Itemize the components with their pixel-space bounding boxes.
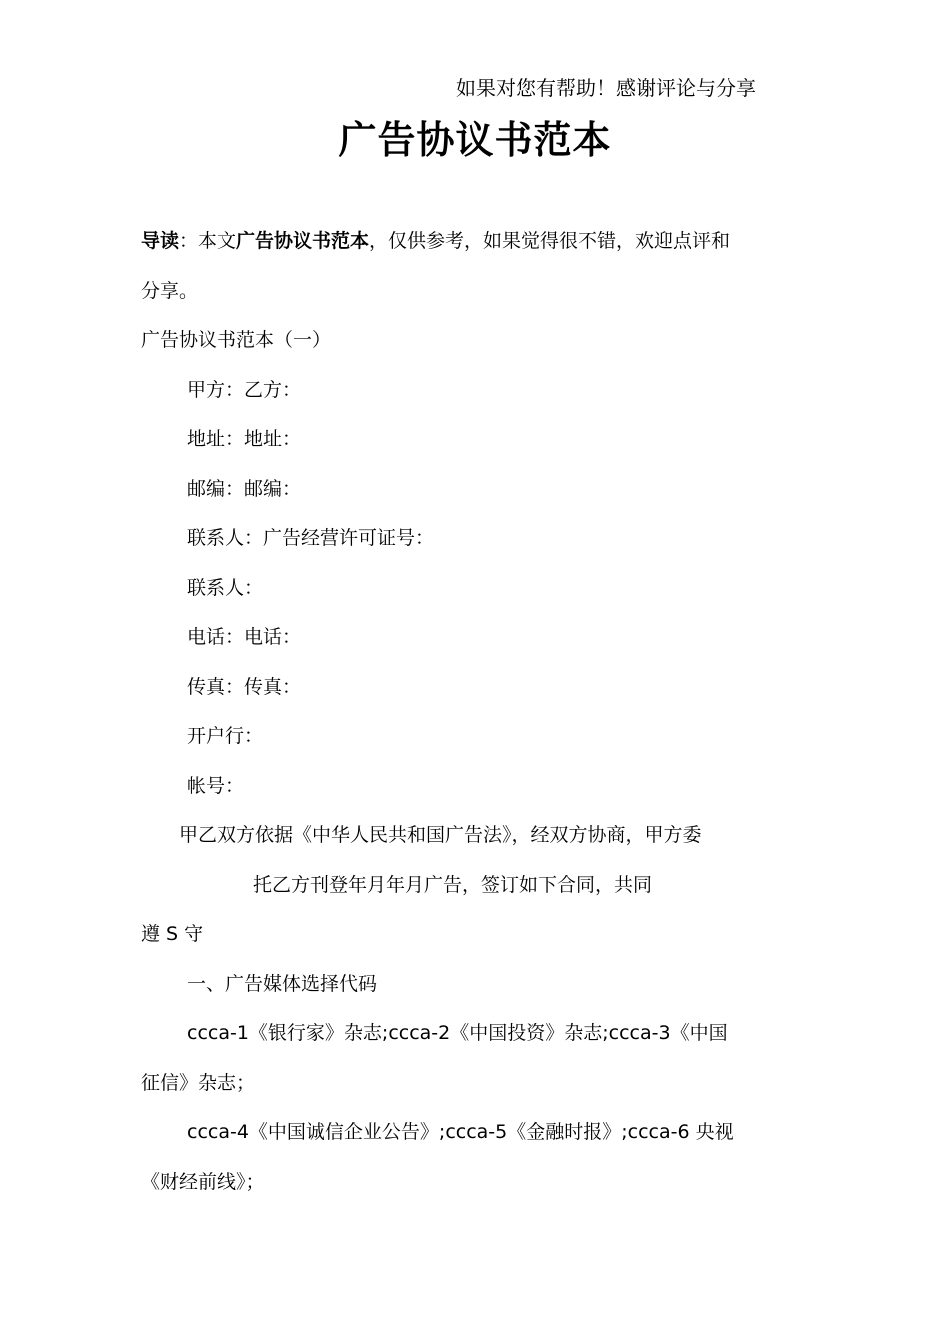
clause-paragraph-2-line-1: ccca-4《中国诚信企业公告》;ccca-5《金融时报》;ccca-6 央视: [187, 1121, 734, 1143]
document-title: 广告协议书范本: [338, 118, 612, 162]
clause-paragraph-2-line-2: 《财经前线》；: [141, 1171, 265, 1193]
field-address-line: 地址：地址：: [187, 428, 302, 450]
section-heading: 广告协议书范本（一）: [141, 329, 332, 351]
field-party-line: 甲方：乙方：: [187, 379, 302, 401]
field-contact-line: 联系人：: [187, 577, 264, 599]
field-postcode-line: 邮编：邮编：: [187, 478, 302, 500]
clause-heading: 一、广告媒体选择代码: [187, 973, 378, 995]
intro-doc-name: 广告协议书范本: [236, 230, 370, 252]
clause-paragraph-1-line-1: ccca-1《银行家》杂志;ccca-2《中国投资》杂志;ccca-3《中国: [187, 1022, 728, 1044]
intro-rest: ，仅供参考，如果觉得很不错，欢迎点评和: [369, 230, 731, 252]
clause-paragraph-1-line-2: 征信》杂志；: [141, 1072, 256, 1094]
intro-line-2: 分享。: [141, 280, 199, 302]
intro-label: 导读: [141, 230, 180, 252]
field-contact-license-line: 联系人：广告经营许可证号：: [187, 527, 435, 549]
intro-line-1: [141, 228, 730, 254]
agreement-line-3: 遵 S 守: [141, 923, 204, 945]
field-bank-line: 开户行：: [187, 725, 264, 747]
header-note: 如果对您有帮助！感谢评论与分享: [456, 76, 756, 100]
field-account-line: 帐号：: [187, 775, 245, 797]
intro-colon: ：本文: [179, 230, 237, 252]
agreement-line-2: 托乙方刊登年月年月广告，签订如下合同，共同: [253, 874, 653, 896]
agreement-line-1: 甲乙双方依据《中华人民共和国广告法》，经双方协商，甲方委: [179, 824, 702, 846]
field-fax-line: 传真：传真：: [187, 676, 302, 698]
field-phone-line: 电话：电话：: [187, 626, 302, 648]
